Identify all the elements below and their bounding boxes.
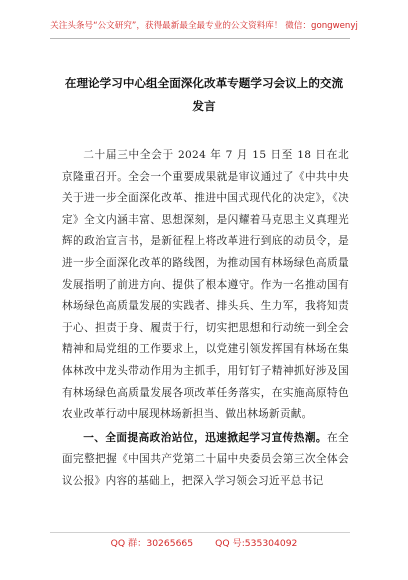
- section-heading: 一、全面提高政治站位，迅速掀起学习宣传热潮。: [83, 431, 328, 444]
- document-title: 在理论学习中心组全面深化改革专题学习会议上的交流发言: [64, 76, 344, 113]
- header-banner: 关注头条号“公文研究”，获得最新最全最专业的公文资料库！ 微信：gongwenyj: [50, 21, 358, 31]
- header-divider: [50, 38, 350, 39]
- section-paragraph: [62, 428, 349, 493]
- footer-contacts: [0, 535, 408, 549]
- document-body: [62, 145, 349, 493]
- section-text: 在全面完整把握《中国共产党第二十届中央委员会第三次全体会议公报》内容的基础上，把深入学习领会习近平总书记: [62, 431, 349, 487]
- qq-group-number: QQ 群：30265665: [110, 538, 194, 549]
- body-paragraph: 二十届三中全会于 2024 年 7 月 15 日至 18 日在北京隆重召开。全会一个重要成果就是审议通过了《中共中央关于进一步全面深化改革、推进中国式现代化的决定》，《决定》全文内涵丰富、思想深刻，是闪耀着马克思主义真理光辉的政治宣言书，是新征程上将改革进行到底的动员令，是进一步全面深化改革的路线图，为推动国有林场绿色高质量发展指明了前进方向、提供了根本遵守。作为一名推动国有林场绿色高质量发展的实践者、排头兵、生力军，我将知责于心、担责于身、履责于行，切实把思想和行动统一到全会精神和局党组的工作要求上，以党建引领发挥国有林场在集体林改中龙头带动作用为主抓手，用钉钉子精神抓好涉及国有林场绿色高质量发展各项改革任务落实，在实施高原特色农业改革行动中展现林场新担当、做出林场新贡献。: [62, 149, 349, 421]
- qq-number: QQ 号:535304092: [215, 538, 298, 549]
- footer-divider: [50, 532, 350, 533]
